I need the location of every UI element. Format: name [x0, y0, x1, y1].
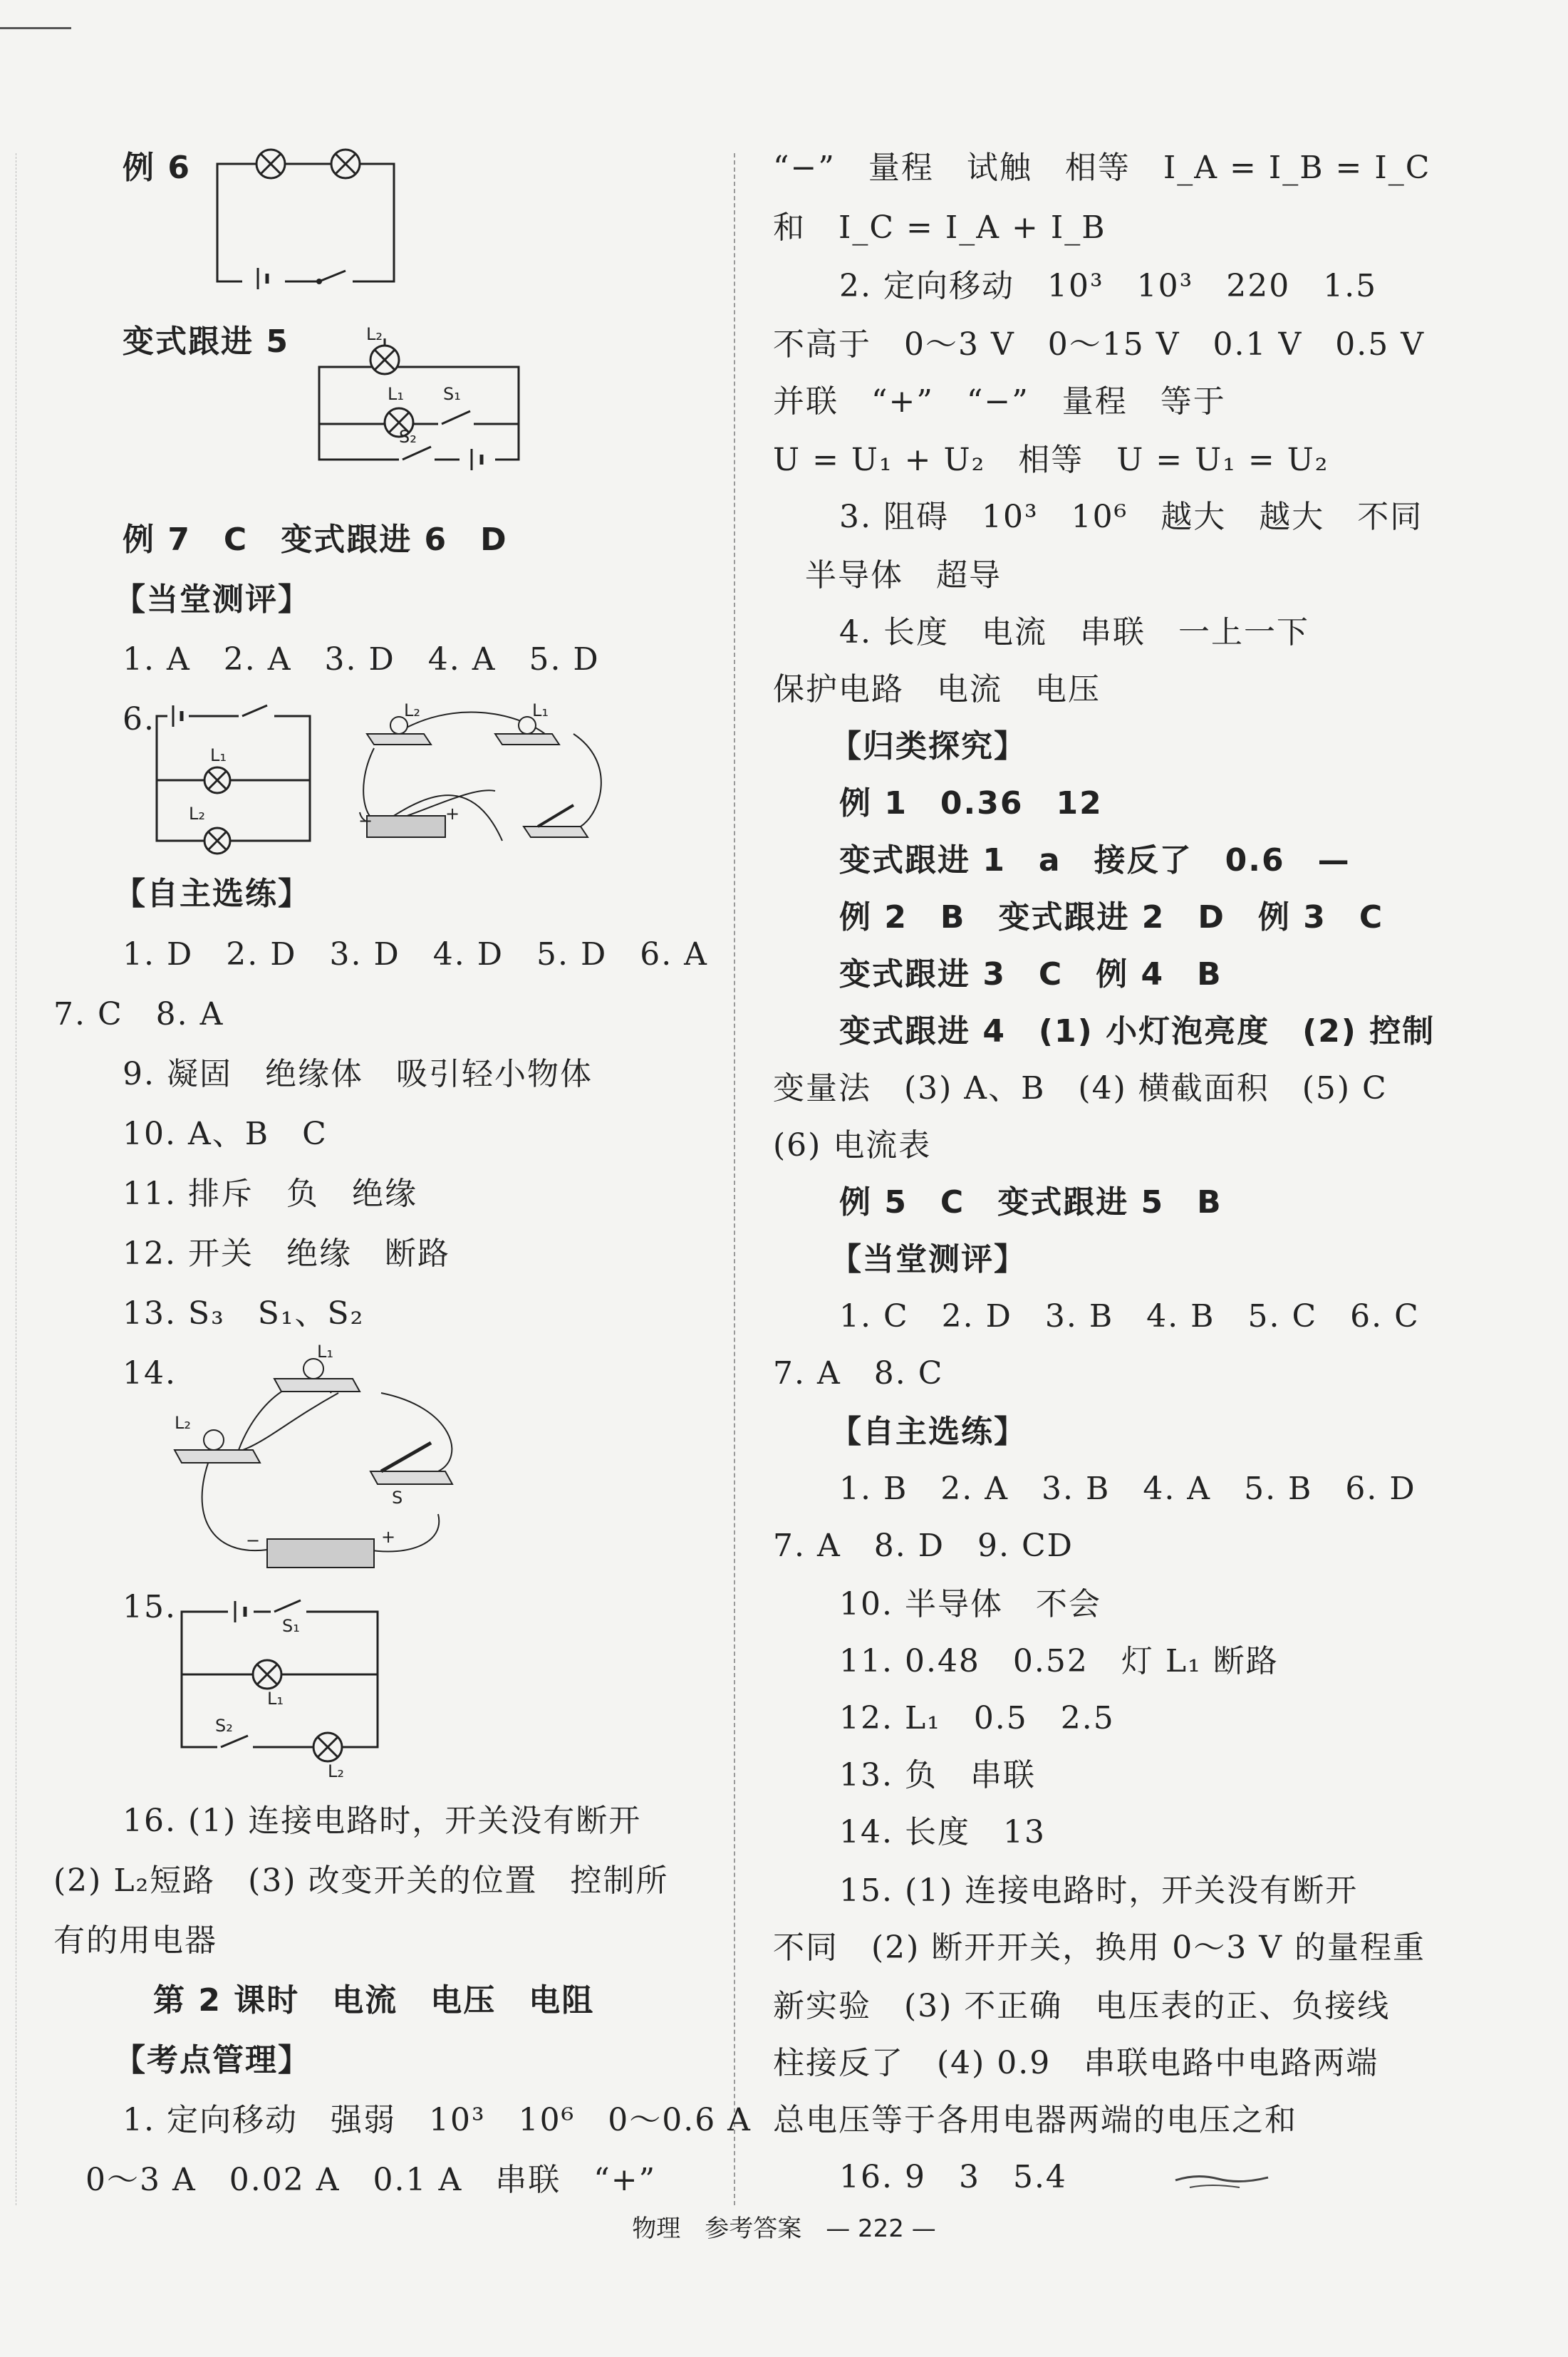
example-7-answer: 例 7 C 变式跟进 6 D	[123, 522, 508, 558]
right-line-4: 不高于 0～3 V 0～15 V 0.1 V 0.5 V	[773, 326, 1425, 363]
right-line-9: 4. 长度 电流 串联 一上一下	[839, 614, 1309, 651]
label-minus: −	[246, 1530, 261, 1550]
variation-4-line-3: (6) 电流表	[773, 1127, 932, 1164]
variation-4-line-2: 变量法 (3) A、B (4) 横截面积 (5) C	[773, 1070, 1388, 1107]
label-minus: −	[358, 811, 373, 831]
practice-answer-13: 13. 负 串联	[839, 1757, 1036, 1793]
page-footer: 物理 参考答案 — 222 —	[632, 2214, 936, 2243]
practice-answer-15-line-3: 新实验 (3) 不正确 电压表的正、负接线	[773, 1988, 1391, 2024]
example-2-3-answer: 例 2 B 变式跟进 2 D 例 3 C	[839, 899, 1384, 936]
label-L1: L₁	[267, 1689, 284, 1709]
key-point-1-line-2: 0～3 A 0.02 A 0.1 A 串联 “+”	[85, 2162, 657, 2198]
column-divider	[734, 153, 735, 2205]
label-plus: +	[445, 804, 460, 824]
right-line-8: 半导体 超导	[805, 557, 1002, 594]
label-L2: L₂	[328, 1761, 344, 1781]
label-L1: L₁	[388, 384, 404, 404]
question-6-number: 6.	[123, 701, 155, 737]
section-self-practice: 【自主选练】	[114, 876, 311, 912]
circuit-q6-physical	[346, 700, 616, 862]
right-line-7: 3. 阻碍 10³ 10⁶ 越大 越大 不同	[839, 499, 1423, 535]
label-S2: S₂	[399, 427, 417, 447]
label-L2: L₂	[189, 804, 205, 824]
lesson-2-title: 第 2 课时 电流 电压 电阻	[153, 1982, 595, 2019]
answer-12: 12. 开关 绝缘 断路	[123, 1236, 450, 1272]
label-S: S	[392, 1488, 403, 1508]
section-key-points: 【考点管理】	[114, 2042, 311, 2078]
answers-self-practice-1: 1. D 2. D 3. D 4. D 5. D 6. A	[123, 936, 708, 973]
practice-answers-2: 7. A 8. D 9. CD	[773, 1528, 1074, 1564]
answer-16-line-1: 16. (1) 连接电路时，开关没有断开	[123, 1803, 642, 1839]
circuit-ex6	[214, 143, 399, 285]
practice-answer-12: 12. L₁ 0.5 2.5	[839, 1700, 1115, 1736]
label-S1: S₁	[282, 1616, 300, 1636]
label-S2: S₂	[215, 1716, 233, 1736]
label-L1: L₁	[532, 700, 549, 720]
label-L2: L₂	[366, 324, 383, 344]
practice-answer-11: 11. 0.48 0.52 灯 L₁ 断路	[839, 1643, 1279, 1679]
circuit-var5	[313, 324, 527, 495]
answers-classroom-test: 1. A 2. A 3. D 4. A 5. D	[123, 641, 600, 678]
practice-answers-1: 1. B 2. A 3. B 4. A 5. B 6. D	[839, 1471, 1416, 1507]
circuit-q15-diagram	[178, 1590, 385, 1781]
variation-3-example-4-answer: 变式跟进 3 C 例 4 B	[839, 956, 1222, 993]
label-L1: L₁	[317, 1342, 333, 1362]
answer-16-line-2: (2) L₂短路 (3) 改变开关的位置 控制所	[53, 1863, 669, 1899]
answer-10: 10. A、B C	[123, 1116, 328, 1152]
key-point-1-line-1: 1. 定向移动 强弱 10³ 10⁶ 0～0.6 A	[123, 2102, 752, 2138]
section-classroom-test: 【当堂测评】	[114, 581, 311, 618]
variation-1-answer: 变式跟进 1 a 接反了 0.6 —	[839, 842, 1351, 879]
right-line-5: 并联 “+” “−” 量程 等于	[773, 383, 1226, 420]
right-line-3: 2. 定向移动 10³ 10³ 220 1.5	[839, 268, 1378, 304]
example-6-label: 例 6	[123, 150, 191, 186]
example-1-answer: 例 1 0.36 12	[839, 785, 1103, 822]
question-14-number: 14.	[123, 1355, 177, 1392]
test-answers-2: 7. A 8. C	[773, 1355, 944, 1392]
right-line-2: 和 I_C = I_A + I_B	[773, 209, 1106, 246]
right-line-1: “−” 量程 试触 相等 I_A = I_B = I_C	[773, 150, 1431, 186]
variation-4-line-1: 变式跟进 4 (1) 小灯泡亮度 (2) 控制	[839, 1013, 1435, 1050]
question-15-number: 15.	[123, 1589, 177, 1625]
circuit-q6-diagram	[153, 705, 317, 859]
answers-self-practice-2: 7. C 8. A	[53, 996, 224, 1032]
variation-5-label: 变式跟进 5	[123, 323, 289, 360]
answer-13: 13. S₃ S₁、S₂	[123, 1295, 365, 1332]
practice-answer-14: 14. 长度 13	[839, 1814, 1046, 1850]
practice-answer-15-line-4: 柱接反了 (4) 0.9 串联电路中电路两端	[773, 2045, 1379, 2081]
label-S1: S₁	[443, 384, 461, 404]
label-L1: L₁	[210, 745, 227, 765]
right-line-6: U = U₁ + U₂ 相等 U = U₁ = U₂	[773, 442, 1329, 478]
answer-11: 11. 排斥 负 绝缘	[123, 1176, 417, 1212]
example-5-answer: 例 5 C 变式跟进 5 B	[839, 1184, 1222, 1221]
test-answers-1: 1. C 2. D 3. B 4. B 5. C 6. C	[839, 1298, 1420, 1335]
circuit-q14-physical	[167, 1342, 467, 1578]
answer-16-line-3: 有的用电器	[53, 1922, 217, 1959]
section-category-explore: 【归类探究】	[830, 728, 1027, 765]
top-rule	[0, 27, 71, 29]
practice-answer-15-line-2: 不同 (2) 断开开关，换用 0～3 V 的量程重	[773, 1929, 1426, 1966]
label-L2: L₂	[404, 700, 420, 720]
label-plus: +	[381, 1527, 396, 1547]
practice-answer-15-line-5: 总电压等于各用电器两端的电压之和	[773, 2102, 1297, 2138]
section-self-practice-2: 【自主选练】	[830, 1414, 1027, 1450]
answer-9: 9. 凝固 绝缘体 吸引轻小物体	[123, 1056, 593, 1092]
practice-answer-10: 10. 半导体 不会	[839, 1586, 1101, 1622]
section-classroom-test-2: 【当堂测评】	[830, 1241, 1027, 1278]
label-L2: L₂	[175, 1413, 191, 1433]
right-line-10: 保护电路 电流 电压	[773, 671, 1101, 708]
signature-scribble	[1168, 2159, 1275, 2195]
practice-answer-15-line-1: 15. (1) 连接电路时，开关没有断开	[839, 1872, 1359, 1909]
practice-answer-16: 16. 9 3 5.4	[839, 2159, 1067, 2195]
